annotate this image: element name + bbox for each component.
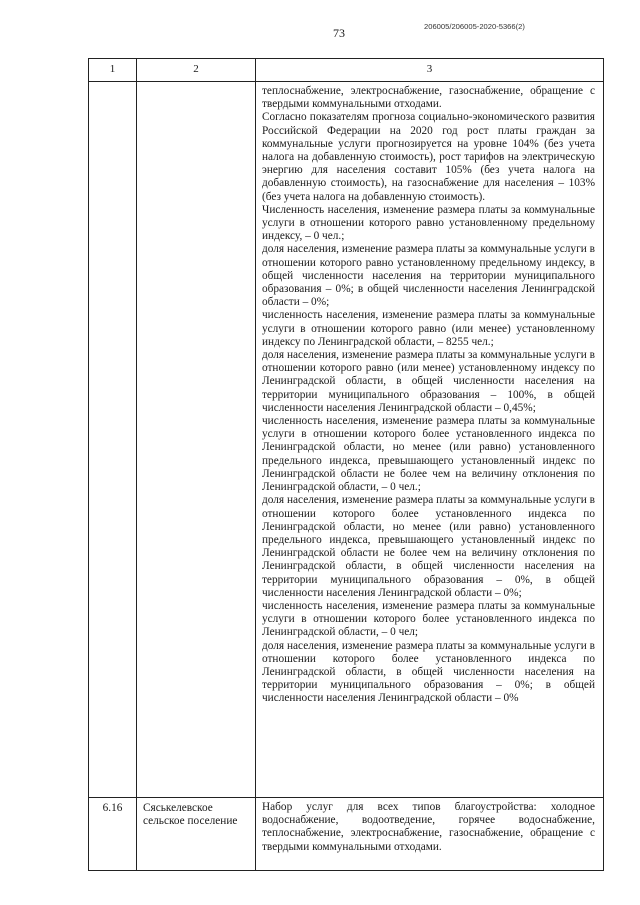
description-cell	[256, 82, 604, 798]
column-header-2: 2	[137, 59, 256, 82]
page-number: 73	[333, 26, 345, 40]
paragraph: Численность населения, изменение размера платы за коммунальные услуги в отношении которого равно установленному предельному индексу, – 0 чел.;	[262, 203, 595, 243]
paragraph: доля населения, изменение размера платы за коммунальные услуги в отношении которого более установленного индекса по Ленинградской области, но менее (или равно) установленного предельного индекса, превышающего установленный индекс по Ленинградской области не более чем на величину отклонения по Ленинградской области, в общей численности населения на территории муниципального образования – 0%, в общей численности населения Ленинградской области – 0%;	[262, 494, 595, 599]
paragraph: доля населения, изменение размера платы за коммунальные услуги в отношении которого более установленного индекса по Ленинградской области, в общей численности населения на территории муниципального образования – 0%; в общей численности населения Ленинградской области – 0%	[262, 639, 595, 705]
paragraph: численность населения, изменение размера платы за коммунальные услуги в отношении которого более установленного индекса по Ленинградской области, но менее (или равно) установленного предельного индекса, превышающего установленный индекс по Ленинградской области не более чем на величину отклонения по Ленинградской области, – 0 чел.;	[262, 415, 595, 494]
description-text	[256, 82, 603, 710]
settlement-name-cell	[137, 82, 256, 798]
settlement-name: Сяськелевское сельское поселение	[143, 802, 238, 828]
row-number: 6.16	[102, 802, 123, 814]
paragraph: доля населения, изменение размера платы за коммунальные услуги в отношении которого равно (или менее) установленному индексу по Ленинградской области, в общей численности населения на территории муниципального образования – 100%, в общей численности населения Ленинградской области – 0,45%;	[262, 349, 595, 414]
paragraph: численность населения, изменение размера платы за коммунальные услуги в отношении которого более установленного индекса по Ленинградской области, – 0 чел;	[262, 599, 595, 639]
document-code: 206005/206005-2020-5366(2)	[424, 22, 525, 31]
table-row	[89, 798, 604, 871]
description-text	[256, 798, 603, 858]
table-row	[89, 82, 604, 798]
paragraph: теплоснабжение, электроснабжение, газоснабжение, обращение с твердыми коммунальными отходами.	[262, 85, 595, 111]
column-header-3: 3	[256, 59, 604, 82]
settlement-name	[137, 82, 255, 89]
table-header-row	[89, 59, 604, 82]
paragraph: доля населения, изменение размера платы за коммунальные услуги в отношении которого равно установленному предельному индексу, в общей численности населения на территории муниципального образования – 0%; в общей численности населения Ленинградской области – 0%;	[262, 243, 595, 309]
row-number	[89, 82, 136, 89]
settlement-name-cell	[137, 798, 256, 871]
paragraph: Набор услуг для всех типов благоустройства: холодное водоснабжение, водоотведение, горячее водоснабжение, теплоснабжение, электроснабжение, газоснабжение, обращение с твердыми коммунальными отходами.	[262, 801, 595, 853]
data-table	[88, 58, 604, 871]
description-cell	[256, 798, 604, 871]
column-header-1: 1	[89, 59, 137, 82]
paragraph: численность населения, изменение размера платы за коммунальные услуги в отношении которого равно (или менее) установленному индексу по Ленинградской области, – 8255 чел.;	[262, 309, 595, 348]
row-number-cell	[89, 82, 137, 798]
row-number-cell	[89, 798, 137, 871]
paragraph: Согласно показателям прогноза социально-экономического развития Российской Федерации на 2020 год рост платы граждан за коммунальные услуги прогнозируется на уровне 104% (без учета налога на добавленную стоимость), рост тарифов на электрическую энергию для населения составит 105% (без учета налога на добавленную стоимость), на газоснабжение для населения – 103% (без учета налога на добавленную стоимость).	[262, 111, 595, 203]
